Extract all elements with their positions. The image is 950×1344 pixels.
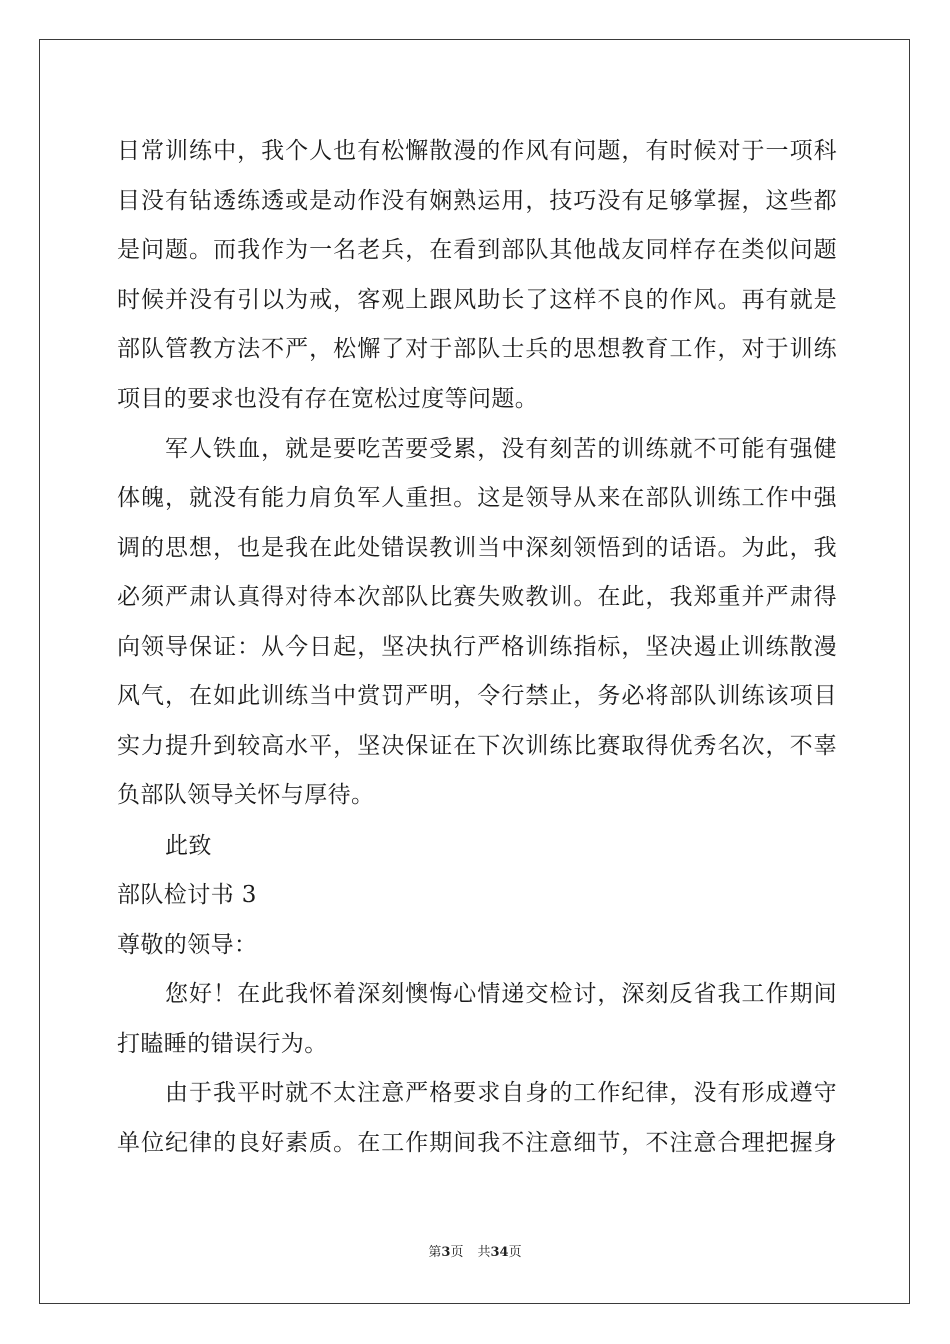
page-footer — [0, 1245, 950, 1261]
paragraph-start: 您好！在此我怀着深刻懊悔心情递交检讨，深刻反省我工作期间 — [165, 981, 837, 1007]
page-border — [39, 39, 910, 1304]
text-line: 是问题。而我作为一名老兵，在看到部队其他战友同样存在类似问题 — [117, 237, 837, 263]
text-line: 体魄，就没有能力肩负军人重担。这是领导从来在部队训练工作中强 — [117, 485, 837, 511]
closing-salutation: 此致 — [165, 833, 212, 859]
paragraph-start: 军人铁血，就是要吃苦要受累，没有刻苦的训练就不可能有强健 — [165, 436, 837, 462]
page-unit: 页 — [450, 1245, 464, 1260]
paragraph-start: 由于我平时就不太注意严格要求自身的工作纪律，没有形成遵守 — [165, 1080, 837, 1106]
text-line: 必须严肃认真得对待本次部队比赛失败教训。在此，我郑重并严肃得 — [117, 584, 837, 610]
text-line: 时候并没有引以为戒，客观上跟风助长了这样不良的作风。再有就是 — [117, 287, 837, 313]
page-prefix: 第 — [428, 1245, 442, 1260]
text-line: 向领导保证：从今日起，坚决执行严格训练指标，坚决遏止训练散漫 — [117, 634, 837, 660]
text-line: 实力提升到较高水平，坚决保证在下次训练比赛取得优秀名次，不辜 — [117, 733, 837, 759]
text-line: 调的思想，也是我在此处错误教训当中深刻领悟到的话语。为此，我 — [117, 535, 837, 561]
text-line: 单位纪律的良好素质。在工作期间我不注意细节，不注意合理把握身 — [117, 1130, 837, 1156]
page-number: 3 — [441, 1245, 451, 1260]
text-line: 日常训练中，我个人也有松懈散漫的作风有问题，有时候对于一项科 — [117, 138, 837, 164]
text-line: 部队管教方法不严，松懈了对于部队士兵的思想教育工作，对于训练 — [117, 336, 837, 362]
text-line: 负部队领导关怀与厚待。 — [117, 782, 375, 808]
section-title: 部队检讨书 3 — [117, 882, 257, 908]
total-pages: 34 — [490, 1245, 509, 1260]
total-unit: 页 — [508, 1245, 522, 1260]
text-line: 目没有钻透练透或是动作没有娴熟运用，技巧没有足够掌握，这些都 — [117, 188, 837, 214]
greeting: 尊敬的领导： — [117, 932, 258, 958]
text-line: 风气，在如此训练当中赏罚严明，令行禁止，务必将部队训练该项目 — [117, 683, 837, 709]
text-line: 打瞌睡的错误行为。 — [117, 1031, 328, 1057]
total-prefix: 共 — [477, 1245, 491, 1260]
text-line: 项目的要求也没有存在宽松过度等问题。 — [117, 386, 539, 412]
